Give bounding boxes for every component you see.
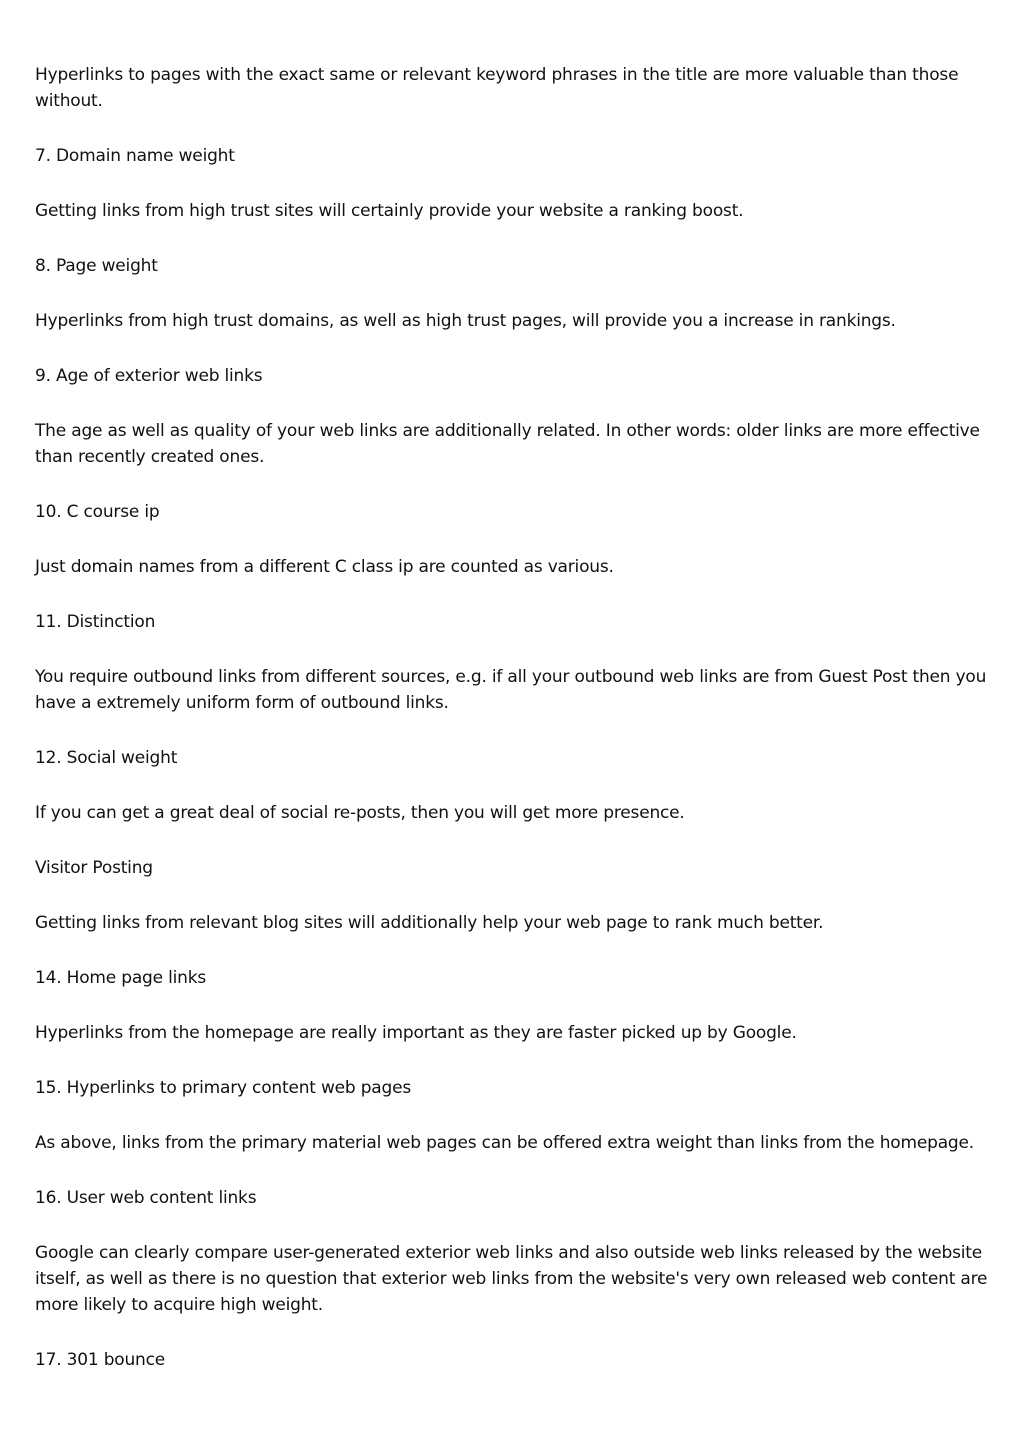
heading-home-page-links: 14. Home page links [35,968,207,988]
paragraph-social-weight: If you can get a great deal of social re-posts, then you will get more presence. [35,803,685,823]
paragraph-keyword-titles: Hyperlinks to pages with the exact same or relevant keyword phrases in the title are more valuable than those without. [35,65,959,111]
paragraph-primary-content-pages: As above, links from the primary material web pages can be offered extra weight than links from the homepage. [35,1133,974,1153]
paragraph-page-weight: Hyperlinks from high trust domains, as well as high trust pages, will provide you a increase in rankings. [35,311,896,331]
heading-distinction: 11. Distinction [35,612,156,632]
paragraph-age-of-links: The age as well as quality of your web links are additionally related. In other words: older links are more effective than recently created ones. [35,421,980,467]
paragraph-user-content-links: Google can clearly compare user-generated exterior web links and also outside web links released by the website itself, as well as there is no question that exterior web links from the website's very own released web content are more likely to acquire high weight. [35,1243,988,1315]
heading-age-of-links: 9. Age of exterior web links [35,366,263,386]
heading-domain-name-weight: 7. Domain name weight [35,146,235,166]
heading-user-content-links: 16. User web content links [35,1188,257,1208]
paragraph-distinction: You require outbound links from different sources, e.g. if all your outbound web links are from Guest Post then you have a extremely uniform form of outbound links. [35,667,987,713]
heading-primary-content-pages: 15. Hyperlinks to primary content web pages [35,1078,412,1098]
heading-c-class-ip: 10. C course ip [35,502,160,522]
paragraph-visitor-posting: Getting links from relevant blog sites will additionally help your web page to rank much better. [35,913,824,933]
paragraph-c-class-ip: Just domain names from a different C class ip are counted as various. [35,557,614,577]
document-body [35,62,995,1402]
heading-visitor-posting: Visitor Posting [35,858,153,878]
paragraph-home-page-links: Hyperlinks from the homepage are really important as they are faster picked up by Google. [35,1023,797,1043]
heading-page-weight: 8. Page weight [35,256,158,276]
heading-social-weight: 12. Social weight [35,748,178,768]
paragraph-domain-name-weight: Getting links from high trust sites will certainly provide your website a ranking boost. [35,201,744,221]
heading-301-redirect: 17. 301 bounce [35,1350,166,1370]
